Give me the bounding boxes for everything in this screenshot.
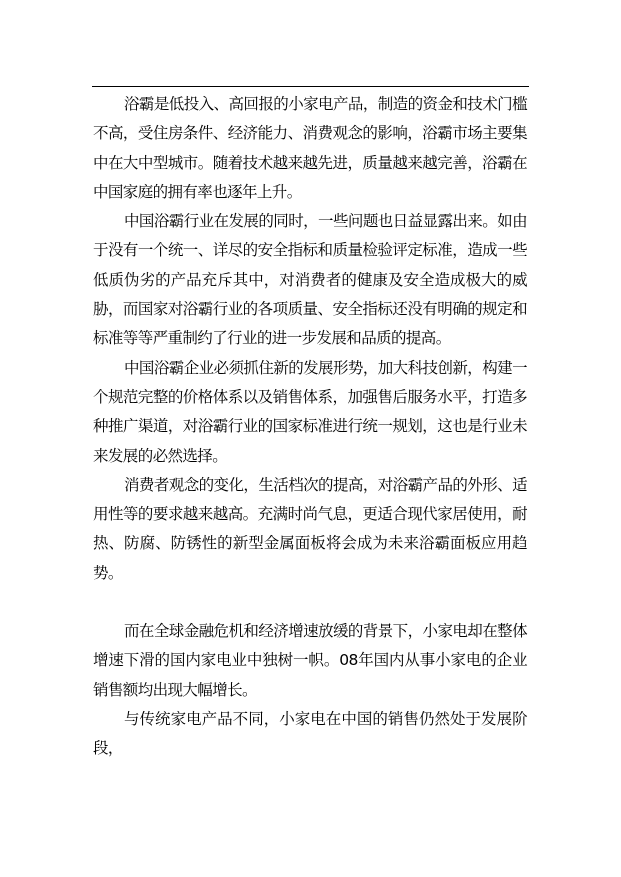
header-rule bbox=[92, 86, 529, 87]
paragraph-financial-crisis: 而在全球金融危机和经济增速放缓的背景下，小家电却在整体增速下滑的国内家电业中独树一帜。08年国内从事小家电的企业销售额均出现大幅增长。 bbox=[93, 622, 527, 699]
paragraph-bath-heater-market: 浴霸是低投入、高回报的小家电产品，制造的资金和技术门槛不高，受住房条件、经济能力、消费观念的影响，浴霸市场主要集中在大中型城市。随着技术越来越先进，质量越来越完善，浴霸在中国家庭的拥有率也逐年上升。 bbox=[93, 95, 527, 201]
paragraph-gap bbox=[93, 588, 527, 617]
paragraph-industry-problems: 中国浴霸行业在发展的同时，一些问题也日益显露出来。如由于没有一个统一、详尽的安全指标和质量检验评定标准，造成一些低质伪劣的产品充斥其中，对消费者的健康及安全造成极大的威胁，而国家对浴霸行业的各项质量、安全指标还没有明确的规定和标准等等严重制约了行业的进一步发展和品质的提高。 bbox=[93, 212, 527, 348]
paragraph-consumer-trends: 消费者观念的变化，生活档次的提高，对浴霸产品的外形、适用性等的要求越来越高。充满时尚气息，更适合现代家居使用，耐热、防腐、防锈性的新型金属面板将会成为未来浴霸面板应用趋势。 bbox=[93, 475, 527, 582]
paragraph-development-strategy: 中国浴霸企业必须抓住新的发展形势，加大科技创新，构建一个规范完整的价格体系以及销售体系，加强售后服务水平，打造多种推广渠道，对浴霸行业的国家标准进行统一规划，这也是行业未来发展的必然选择。 bbox=[93, 358, 527, 465]
paragraph-small-appliance-sales: 与传统家电产品不同，小家电在中国的销售仍然处于发展阶段， bbox=[93, 709, 527, 758]
document-body bbox=[93, 90, 527, 764]
